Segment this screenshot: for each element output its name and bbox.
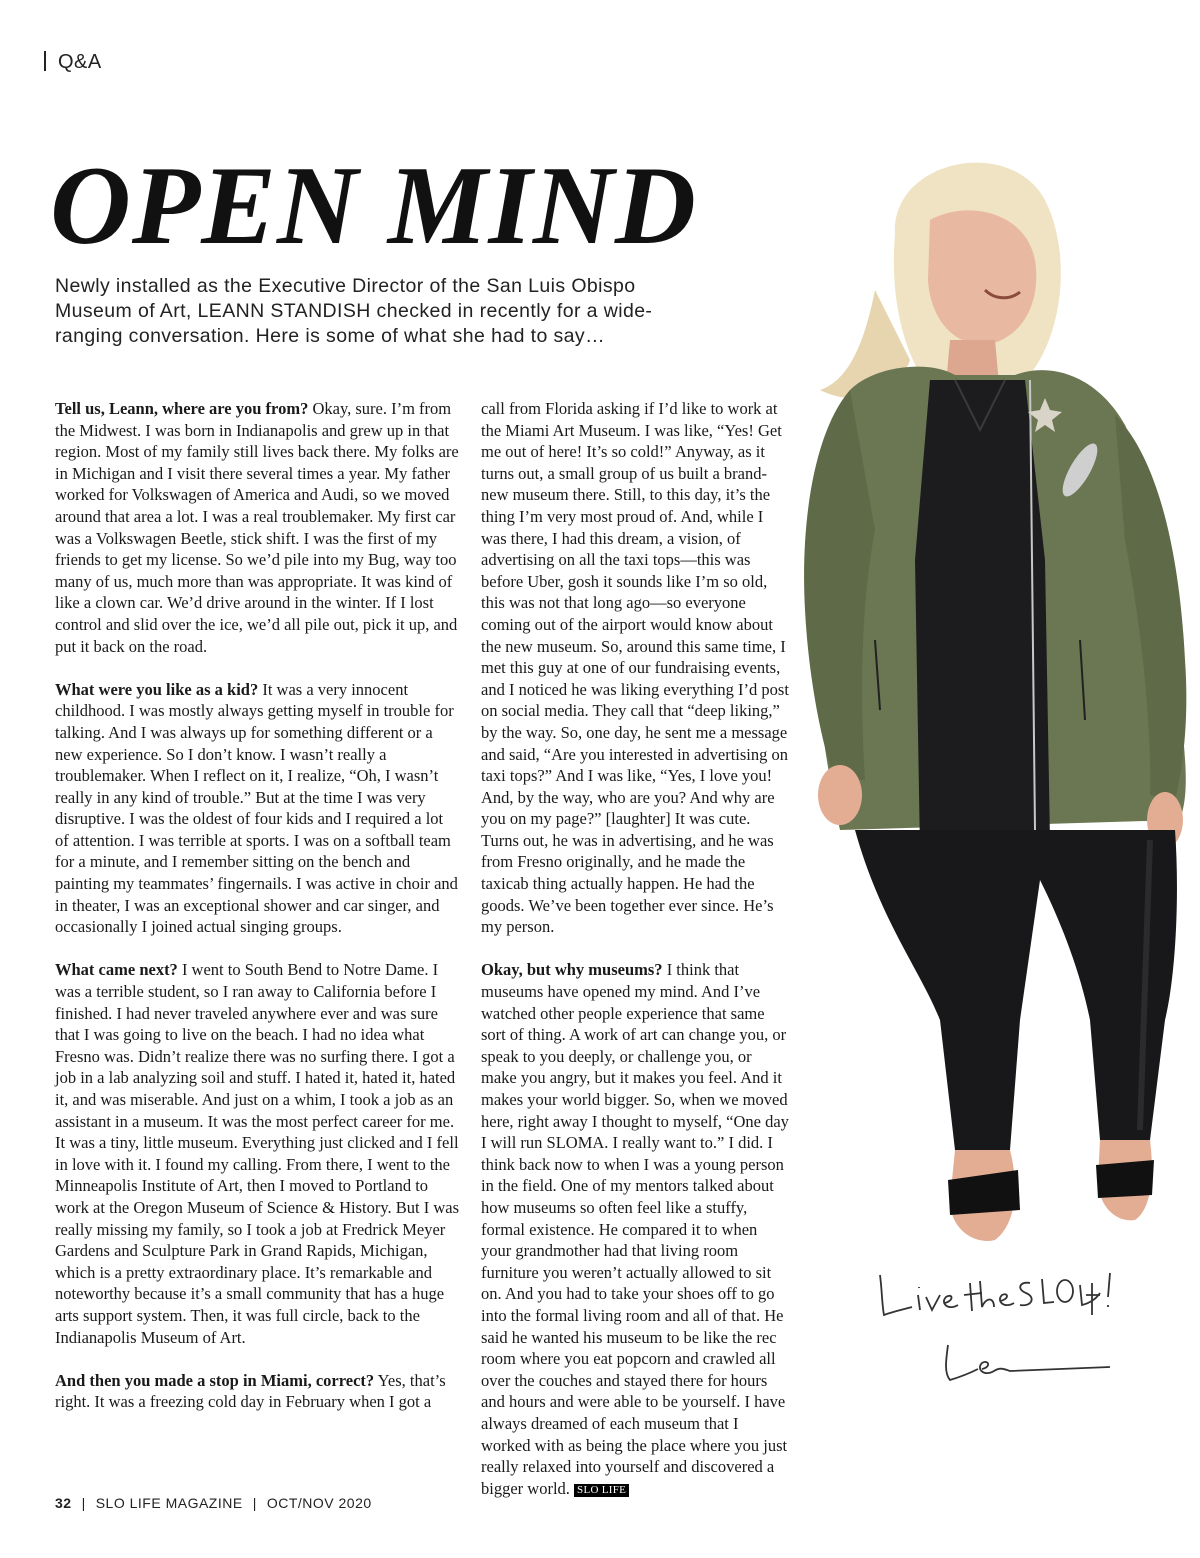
qa-paragraph: [55, 398, 460, 657]
issue-date: OCT/NOV 2020: [266, 1495, 372, 1511]
qa-paragraph: [55, 679, 460, 938]
qa-paragraph: [481, 959, 791, 1499]
question: And then you made a stop in Miami, correct?: [55, 1370, 375, 1390]
article-column-2: [481, 398, 791, 1521]
question: What were you like as a kid?: [55, 679, 259, 699]
page-footer: [55, 1495, 372, 1511]
section-divider: [44, 51, 46, 71]
answer: I went to South Bend to Notre Dame. I was a terrible student, so I ran away to California before I finished. I had never traveled anywhere ever and was sure that I was going to live on the beach. I had no idea what Fresno was. Didn’t realize there was no surfing there. I got a job in a lab analyzing soil and stuff. I hated it, hated it, hated it, and was miserable. And just on a whim, I took a job as an assistant in a museum. It was the most perfect career for me. It was a tiny, little museum. Everything just clicked and I fell in love with it. I found my calling. From there, I went to the Minneapolis Institute of Art, then I moved to Portland to work at the Oregon Museum of Science & History. But I was really missing my family, so I took a job at Fredrick Meyer Gardens and Sculpture Park in Grand Rapids, Michigan, which is a pretty extraordinary place. It’s remarkable and noteworthy because it’s a small community that has a huge arts support system. Then, it was full circle, back to the Indianapolis Museum of Art.: [55, 960, 460, 1347]
article-column-1: [55, 398, 460, 1435]
question: Okay, but why museums?: [481, 960, 663, 980]
page-number: 32: [55, 1495, 72, 1511]
footer-separator: |: [252, 1495, 257, 1511]
answer: I think that museums have opened my mind. And I’ve watched other people experience that same sort of thing. A work of art can change you, or speak to you deeply, or challenge you, or make you angry, but it makes you feel. And it makes your world bigger. So, when we moved here, right away I thought to myself, “One day I will run SLOMA. I really want to.” I did. I think back now to when I was a young person in the field. One of my mentors talked about how museums so often feel like a stuffy, formal existence. He compared it to when your grandmother had that living room furniture you weren’t actually allowed to sit on. And you had to take your shoes off to go into the formal living room and all of that. He said he wanted his museum to be like the rec room where you eat popcorn and crawled all over the couches and stayed there for hours and hours and were able to be yourself. I have always dreamed of each museum that I worked with as being the place where you just really relaxed into yourself and discovered a bigger world.: [481, 960, 789, 1498]
portrait-photo: [780, 140, 1200, 1260]
answer: It was a very innocent childhood. I was mostly always getting myself in trouble for talking. And I was always up for something different or a new experience. So I don’t know. I wasn’t really a troublemaker. When I reflect on it, I realize, “Oh, I wasn’t really in any kind of trouble.” But at the time I was very disruptive. I was the oldest of four kids and I required a lot of attention. I was terrible at sports. I was on a softball team for a minute, and I remember sitting on the bench and painting my teammates’ fingernails. I was active in choir and in theater, I was an exceptional shower and car singer, and occasionally I joined actual singing groups.: [55, 679, 458, 937]
end-mark: SLO LIFE: [574, 1484, 629, 1497]
question: What came next?: [55, 960, 178, 980]
continued-paragraph: call from Florida asking if I’d like to work at the Miami Art Museum. I was like, “Yes! Get me out of here! It’s so cold!” Anyway, as it turns out, a small group of us built a brand-new museum there. Still, to this day, it’s the thing I’m very most proud of. And, while I was there, I had this dream, a vision, of advertising on all the taxi tops—this was before Uber, gosh it sounds like I’m so old, this was not that long ago—so everyone coming out of the airport would know about the new museum. So, around this same time, I met this guy at one of our fundraising events, and I noticed he was liking everything I’d post on social media. They call that “deep liking,” by the way. So, one day, he sent me a message and said, “Are you interested in advertising on taxi tops?” And I was like, “Yes, I love you! And, by the way, who are you? And why are you on my page?” [laughter] It was cute. Turns out, he was in advertising, and he was from Fresno originally, and he made the taxicab thing actually happen. He had the goods. We’ve been together ever since. He’s my person.: [481, 399, 789, 937]
qa-paragraph: [55, 1370, 460, 1413]
headline: OPEN MIND: [50, 144, 697, 268]
section-label-text: Q&A: [58, 51, 102, 73]
answer: Yes, that’s right. It was a freezing cold day in February when I got a: [55, 1370, 446, 1412]
answer: Okay, sure. I’m from the Midwest. I was born in Indianapolis and grew up in that region. Most of my family still lives back there. My folks are in Michigan and I visit there several times a year. My father worked for Volkswagen of America and Audi, so we moved around that area a lot. I was a real troublemaker. My first car was a Volkswagen Beetle, stick shift. I was the first of my friends to get my license. So we’d pile into my Bug, way too many of us, much more than was appropriate. It was kind of like a clown car. We’d drive around in the winter. If I lost control and slid over the ice, we’d all pile out, pick it up, and put it back on the road.: [55, 399, 459, 656]
footer-separator: |: [81, 1495, 86, 1511]
question: Tell us, Leann, where are you from?: [55, 399, 309, 418]
signature: [870, 1255, 1120, 1415]
qa-paragraph: [55, 959, 460, 1348]
section-label: [44, 51, 102, 74]
deck: Newly installed as the Executive Director of the San Luis Obispo Museum of Art, LEANN STANDISH checked in recently for a wide-ranging conversation. Here is some of what she had to say…: [55, 275, 653, 347]
magazine-name: SLO LIFE MAGAZINE: [95, 1495, 243, 1511]
